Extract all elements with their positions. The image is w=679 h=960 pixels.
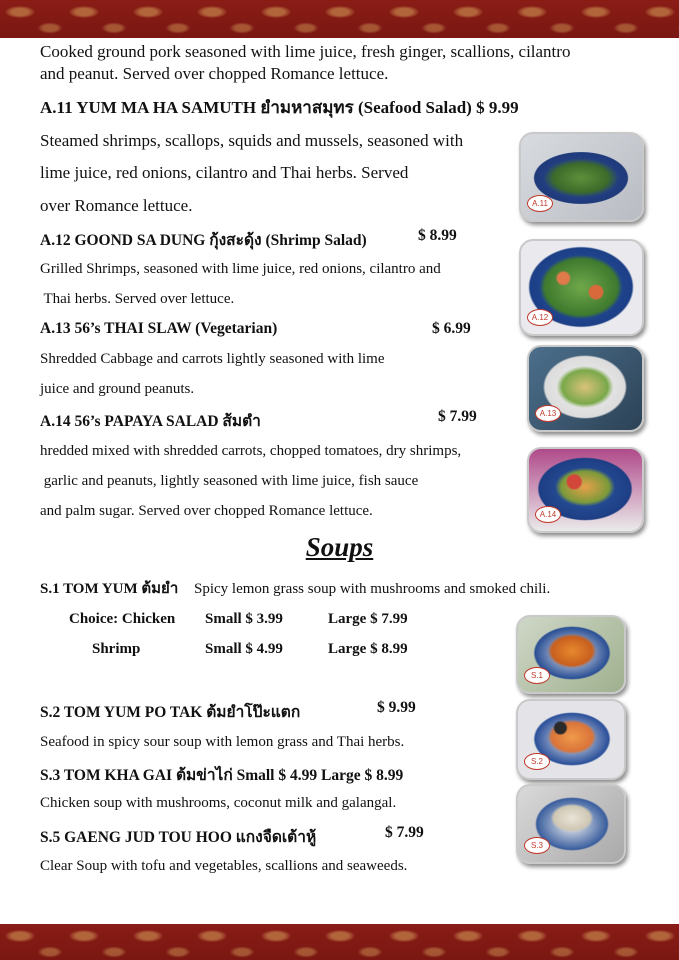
soup-s1-row	[40, 576, 550, 600]
choice-name: Shrimp	[92, 641, 141, 657]
item-price-s2: $ 9.99	[377, 699, 416, 716]
item-desc-line: hredded mixed with shredded carrots, chopped tomatoes, dry shrimps,	[40, 443, 462, 459]
intro-line: and peanut. Served over chopped Romance lettuce.	[40, 64, 389, 83]
item-title-s5: S.5 GAENG JUD TOU HOO แกงจืดเต้าหู้	[40, 829, 317, 846]
choice-small-price: Small $ 3.99	[205, 611, 283, 627]
item-title-a13: A.13 56’s THAI SLAW (Vegetarian)	[40, 320, 278, 337]
item-desc-line: garlic and peanuts, lightly seasoned with lime juice, fish sauce	[40, 473, 419, 489]
item-title-a14: A.14 56’s PAPAYA SALAD ส้มตำ	[40, 413, 261, 430]
item-desc-s2: Seafood in spicy sour soup with lemon grass and Thai herbs.	[40, 734, 405, 750]
photo-label: A.14	[535, 506, 561, 523]
item-desc-line: lime juice, red onions, cilantro and Thai herbs. Served	[40, 163, 409, 182]
section-heading-soups: Soups	[305, 532, 374, 562]
dish-photo-a13	[527, 345, 644, 432]
photo-label: A.11	[527, 195, 553, 212]
item-price-a12: $ 8.99	[418, 227, 457, 244]
item-price-a14: $ 7.99	[438, 408, 477, 425]
intro-line: Cooked ground pork seasoned with lime juice, fresh ginger, scallions, cilantro	[40, 42, 571, 61]
item-desc-line: Grilled Shrimps, seasoned with lime juice, red onions, cilantro and	[40, 261, 441, 277]
photo-label: A.12	[527, 309, 553, 326]
item-title-s2: S.2 TOM YUM PO TAK ต้มยำโป๊ะแตก	[40, 704, 301, 721]
item-desc-line: Thai herbs. Served over lettuce.	[40, 291, 235, 307]
item-desc-s5: Clear Soup with tofu and vegetables, scallions and seaweeds.	[40, 858, 408, 874]
choice-name: Choice: Chicken	[69, 611, 176, 627]
dish-photo-a14	[527, 447, 644, 533]
item-desc-s3: Chicken soup with mushrooms, coconut milk and galangal.	[40, 795, 397, 811]
choice-large-price: Large $ 8.99	[328, 641, 408, 657]
item-desc-line: and palm sugar. Served over chopped Romance lettuce.	[40, 503, 373, 519]
choice-small-price: Small $ 4.99	[205, 641, 283, 657]
top-decorative-border	[0, 0, 679, 38]
item-title-s1: S.1 TOM YUM ต้มยำ	[40, 581, 179, 597]
photo-label: S.1	[524, 667, 550, 684]
item-desc-line: Steamed shrimps, scallops, squids and mussels, seasoned with	[40, 131, 464, 150]
item-price-s5: $ 7.99	[385, 824, 424, 841]
item-desc-s1: Spicy lemon grass soup with mushrooms and smoked chili.	[194, 581, 551, 597]
item-title-a12: A.12 GOOND SA DUNG กุ้งสะดุ้ง (Shrimp Salad)	[40, 232, 367, 249]
dish-photo-a11	[519, 132, 644, 222]
item-title-a11: A.11 YUM MA HA SAMUTH ยำมหาสมุทร (Seafood Salad) $ 9.99	[40, 98, 519, 117]
photo-label: S.2	[524, 753, 550, 770]
item-desc-line: juice and ground peanuts.	[40, 381, 195, 397]
dish-photo-a12	[519, 239, 644, 336]
dish-photo-s2	[516, 699, 626, 780]
item-desc-line: over Romance lettuce.	[40, 196, 193, 215]
dish-photo-s3	[516, 784, 626, 864]
item-price-a13: $ 6.99	[432, 320, 471, 337]
choice-large-price: Large $ 7.99	[328, 611, 408, 627]
photo-label: A.13	[535, 405, 561, 422]
item-desc-line: Shredded Cabbage and carrots lightly seasoned with lime	[40, 351, 385, 367]
bottom-decorative-border	[0, 924, 679, 960]
photo-label: S.3	[524, 837, 550, 854]
item-title-s3: S.3 TOM KHA GAI ต้มข่าไก่ Small $ 4.99 Large $ 8.99	[40, 767, 404, 784]
dish-photo-s1	[516, 615, 626, 694]
